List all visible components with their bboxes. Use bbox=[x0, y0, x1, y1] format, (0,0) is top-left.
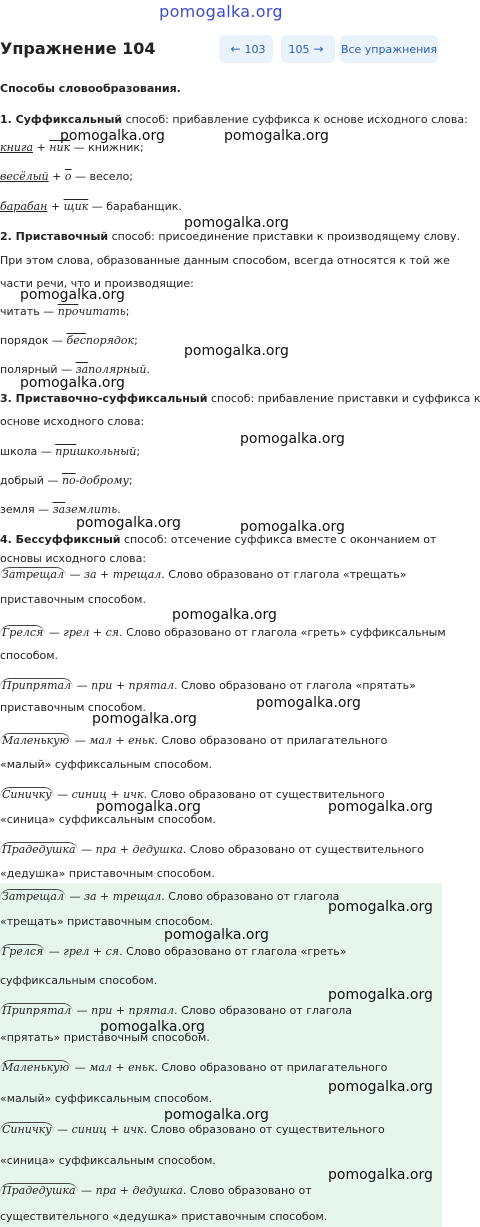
morph-line: Затрещал — за + трещал. Слово образовано от глагола «трещать» bbox=[2, 568, 407, 581]
morph-line: Синичку — синиц + ичк. Слово образовано от существительного bbox=[2, 1123, 385, 1136]
morph-desc: . Слово образовано от глагола «греть» суффиксальным bbox=[119, 626, 446, 639]
example-line: земля — заземлить. bbox=[0, 503, 121, 516]
morph-desc: . Слово образовано от глагола «прятать» bbox=[173, 679, 416, 692]
example-line: читать — прочитать; bbox=[0, 305, 130, 318]
watermark: pomogalka.org bbox=[328, 1167, 433, 1183]
morph-parts: при + прятал bbox=[91, 679, 174, 692]
watermark: pomogalka.org bbox=[164, 927, 269, 943]
section-3-title: 3. Приставочно-суффиксальный bbox=[0, 392, 208, 405]
prefix: по bbox=[61, 474, 76, 487]
watermark: pomogalka.org bbox=[100, 1019, 205, 1035]
morph-parts: мал + еньк bbox=[89, 734, 155, 747]
example-line: полярный — заполярный. bbox=[0, 363, 150, 376]
root: школьный bbox=[76, 445, 137, 458]
morph-desc: . Слово образовано от глагола «трещать» bbox=[161, 568, 407, 581]
morph-parts: пра + дедушка bbox=[95, 1184, 183, 1197]
morph-desc-2: «трещать» приставочным способом. bbox=[0, 915, 214, 928]
example-line: барабан + щик — барабанщик. bbox=[0, 200, 182, 213]
morph-desc-2: «дедушка» приставочным способом. bbox=[0, 867, 215, 880]
morph-desc-2: способом. bbox=[0, 649, 59, 662]
morph-desc: . Слово образовано от существительного bbox=[182, 843, 424, 856]
root: -доброму bbox=[75, 474, 129, 487]
section-3-text: способ: прибавление приставки и суффикса к bbox=[207, 392, 480, 405]
morph-desc: . Слово образовано от глагола «греть» bbox=[119, 945, 347, 958]
section-2-title: 2. Приставочный bbox=[0, 230, 109, 243]
morph-desc: . Слово образовано от bbox=[182, 1184, 312, 1197]
morph-desc-2: «малый» суффиксальным способом. bbox=[0, 758, 213, 771]
morph-word: Прадедушка bbox=[2, 1184, 76, 1197]
prefix: за bbox=[52, 503, 66, 516]
section-2-text-2: При этом слова, образованные данным способом, всегда относятся к той же bbox=[0, 254, 450, 267]
watermark: pomogalka.org bbox=[20, 375, 125, 391]
base-word: добрый — bbox=[0, 474, 62, 487]
site-title[interactable]: pomogalka.org bbox=[159, 2, 283, 21]
morph-parts: мал + еньк bbox=[89, 1061, 155, 1074]
suffix: ник bbox=[49, 141, 71, 154]
example-line: школа — пришкольный; bbox=[0, 445, 141, 458]
watermark: pomogalka.org bbox=[240, 431, 345, 447]
result: — весело; bbox=[71, 170, 134, 183]
word: книга bbox=[0, 141, 34, 154]
morph-line: Затрещал — за + трещал. Слово образовано от глагола bbox=[2, 890, 340, 903]
result: — барабанщик. bbox=[88, 200, 182, 213]
watermark: pomogalka.org bbox=[172, 607, 277, 623]
watermark: pomogalka.org bbox=[328, 987, 433, 1003]
all-exercises-button[interactable]: Все упражнения bbox=[340, 35, 438, 63]
morph-word: Припрятал bbox=[2, 1004, 72, 1017]
base-word: школа — bbox=[0, 445, 56, 458]
morph-desc-2: суффиксальным способом. bbox=[0, 974, 158, 987]
root: землить bbox=[65, 503, 118, 516]
watermark: pomogalka.org bbox=[164, 1107, 269, 1123]
morph-word: Синичку bbox=[2, 788, 52, 801]
base-word: читать — bbox=[0, 305, 58, 318]
watermark: pomogalka.org bbox=[328, 1079, 433, 1095]
morph-line: Синичку — синиц + ичк. Слово образовано от существительного bbox=[2, 788, 385, 801]
next-exercise-button[interactable] bbox=[281, 35, 335, 63]
section-2-text-3: части речи, что и производящие: bbox=[0, 277, 194, 290]
example-line: добрый — по-доброму; bbox=[0, 474, 133, 487]
section-4-text-2: основы исходного слова: bbox=[0, 552, 147, 565]
morph-parts: синиц + ичк bbox=[71, 1123, 144, 1136]
arrow-right-icon: → bbox=[313, 42, 324, 56]
watermark: pomogalka.org bbox=[328, 899, 433, 915]
section-1 bbox=[0, 113, 468, 127]
section-1-title: 1. Суффиксальный bbox=[0, 113, 123, 126]
watermark: pomogalka.org bbox=[328, 799, 433, 815]
prefix: про bbox=[57, 305, 79, 318]
exercise-header bbox=[0, 33, 442, 65]
morph-line: Маленькую — мал + еньк. Слово образовано от прилагательного bbox=[2, 734, 388, 747]
base-word: земля — bbox=[0, 503, 53, 516]
morph-word: Маленькую bbox=[2, 734, 70, 747]
prev-exercise-button[interactable] bbox=[219, 35, 273, 63]
morph-parts: грел + ся bbox=[63, 945, 120, 958]
next-exercise-label: 105 bbox=[288, 42, 310, 56]
word: барабан bbox=[0, 200, 48, 213]
morph-word: Грелся bbox=[2, 626, 44, 639]
morph-parts: за + трещал bbox=[83, 568, 162, 581]
morph-word: Маленькую bbox=[2, 1061, 70, 1074]
morph-desc-2: существительного «дедушка» приставочным способом. bbox=[0, 1210, 328, 1223]
morph-line: Грелся — грел + ся. Слово образовано от глагола «греть» суффиксальным bbox=[2, 626, 446, 639]
morph-line: Грелся — грел + ся. Слово образовано от глагола «греть» bbox=[2, 945, 347, 958]
page-title: Упражнение 104 bbox=[0, 39, 156, 58]
morph-line: Прадедушка — пра + дедушка. Слово образовано от существительного bbox=[2, 843, 424, 856]
watermark: pomogalka.org bbox=[224, 128, 329, 144]
morph-line: Припрятал — при + прятал. Слово образовано от глагола bbox=[2, 1004, 353, 1017]
morph-word: Грелся bbox=[2, 945, 44, 958]
section-2-text: способ: присоединение приставки к производящему слову. bbox=[108, 230, 461, 243]
arrow-left-icon: ← bbox=[230, 42, 241, 56]
morph-word: Затрещал bbox=[2, 568, 64, 581]
section-3 bbox=[0, 392, 480, 406]
watermark: pomogalka.org bbox=[60, 128, 165, 144]
section-4 bbox=[0, 533, 440, 547]
morph-desc: . Слово образовано от прилагательного bbox=[154, 734, 388, 747]
watermark: pomogalka.org bbox=[96, 799, 201, 815]
morph-desc: . Слово образовано от существительного bbox=[143, 1123, 385, 1136]
suffix: о bbox=[64, 170, 72, 183]
heading: Способы словообразования. bbox=[0, 82, 181, 95]
base-word: порядок — bbox=[0, 334, 67, 347]
morph-desc: . Слово образовано от глагола bbox=[173, 1004, 353, 1017]
watermark: pomogalka.org bbox=[76, 515, 181, 531]
morph-parts: пра + дедушка bbox=[95, 843, 183, 856]
morph-parts: грел + ся bbox=[63, 626, 120, 639]
morph-line: Прадедушка — пра + дедушка. Слово образовано от bbox=[2, 1184, 312, 1197]
section-1-text: способ: прибавление суффикса к основе исходного слова: bbox=[122, 113, 468, 126]
base-word: полярный — bbox=[0, 363, 76, 376]
morph-line: Припрятал — при + прятал. Слово образовано от глагола «прятать» bbox=[2, 679, 416, 692]
prefix: за bbox=[75, 363, 89, 376]
example-line: порядок — беспорядок; bbox=[0, 334, 138, 347]
morph-word: Синичку bbox=[2, 1123, 52, 1136]
prev-exercise-label: 103 bbox=[244, 42, 266, 56]
morph-word: Припрятал bbox=[2, 679, 72, 692]
section-3-text-2: основе исходного слова: bbox=[0, 415, 145, 428]
prefix: при bbox=[55, 445, 77, 458]
example-line: книга + ник — книжник; bbox=[0, 141, 144, 154]
morph-desc-2: «синица» суффиксальным способом. bbox=[0, 813, 216, 826]
morph-desc-2: приставочным способом. bbox=[0, 593, 146, 606]
suffix: щик bbox=[63, 200, 89, 213]
watermark: pomogalka.org bbox=[184, 215, 289, 231]
root: читать bbox=[78, 305, 126, 318]
watermark: pomogalka.org bbox=[256, 695, 361, 711]
morph-desc: . Слово образовано от глагола bbox=[161, 890, 340, 903]
morph-parts: при + прятал bbox=[91, 1004, 174, 1017]
morph-desc-2: приставочным способом. bbox=[0, 701, 146, 714]
watermark: pomogalka.org bbox=[184, 343, 289, 359]
watermark: pomogalka.org bbox=[240, 519, 345, 535]
morph-parts: синиц + ичк bbox=[71, 788, 144, 801]
section-4-title: 4. Бессуффиксный bbox=[0, 533, 121, 546]
morph-parts: за + трещал bbox=[83, 890, 162, 903]
morph-desc-2: «малый» суффиксальным способом. bbox=[0, 1092, 213, 1105]
morph-desc: . Слово образовано от существительного bbox=[143, 788, 385, 801]
morph-desc-2: «синица» суффиксальным способом. bbox=[0, 1154, 216, 1167]
result: — книжник; bbox=[70, 141, 144, 154]
watermark: pomogalka.org bbox=[92, 711, 197, 727]
morph-desc-2: «прятать» приставочным способом. bbox=[0, 1031, 210, 1044]
morph-word: Прадедушка bbox=[2, 843, 76, 856]
prefix: бес bbox=[66, 334, 86, 347]
example-line: весёлый + о — весело; bbox=[0, 170, 134, 183]
section-2 bbox=[0, 230, 461, 244]
section-4-text: способ: отсечение суффикса вместе с окончанием от bbox=[120, 533, 437, 546]
root: порядок bbox=[85, 334, 135, 347]
watermark: pomogalka.org bbox=[20, 287, 125, 303]
root: полярный bbox=[88, 363, 147, 376]
morph-word: Затрещал bbox=[2, 890, 64, 903]
morph-line: Маленькую — мал + еньк. Слово образовано от прилагательного bbox=[2, 1061, 388, 1074]
morph-desc: . Слово образовано от прилагательного bbox=[154, 1061, 388, 1074]
word: весёлый bbox=[0, 170, 49, 183]
